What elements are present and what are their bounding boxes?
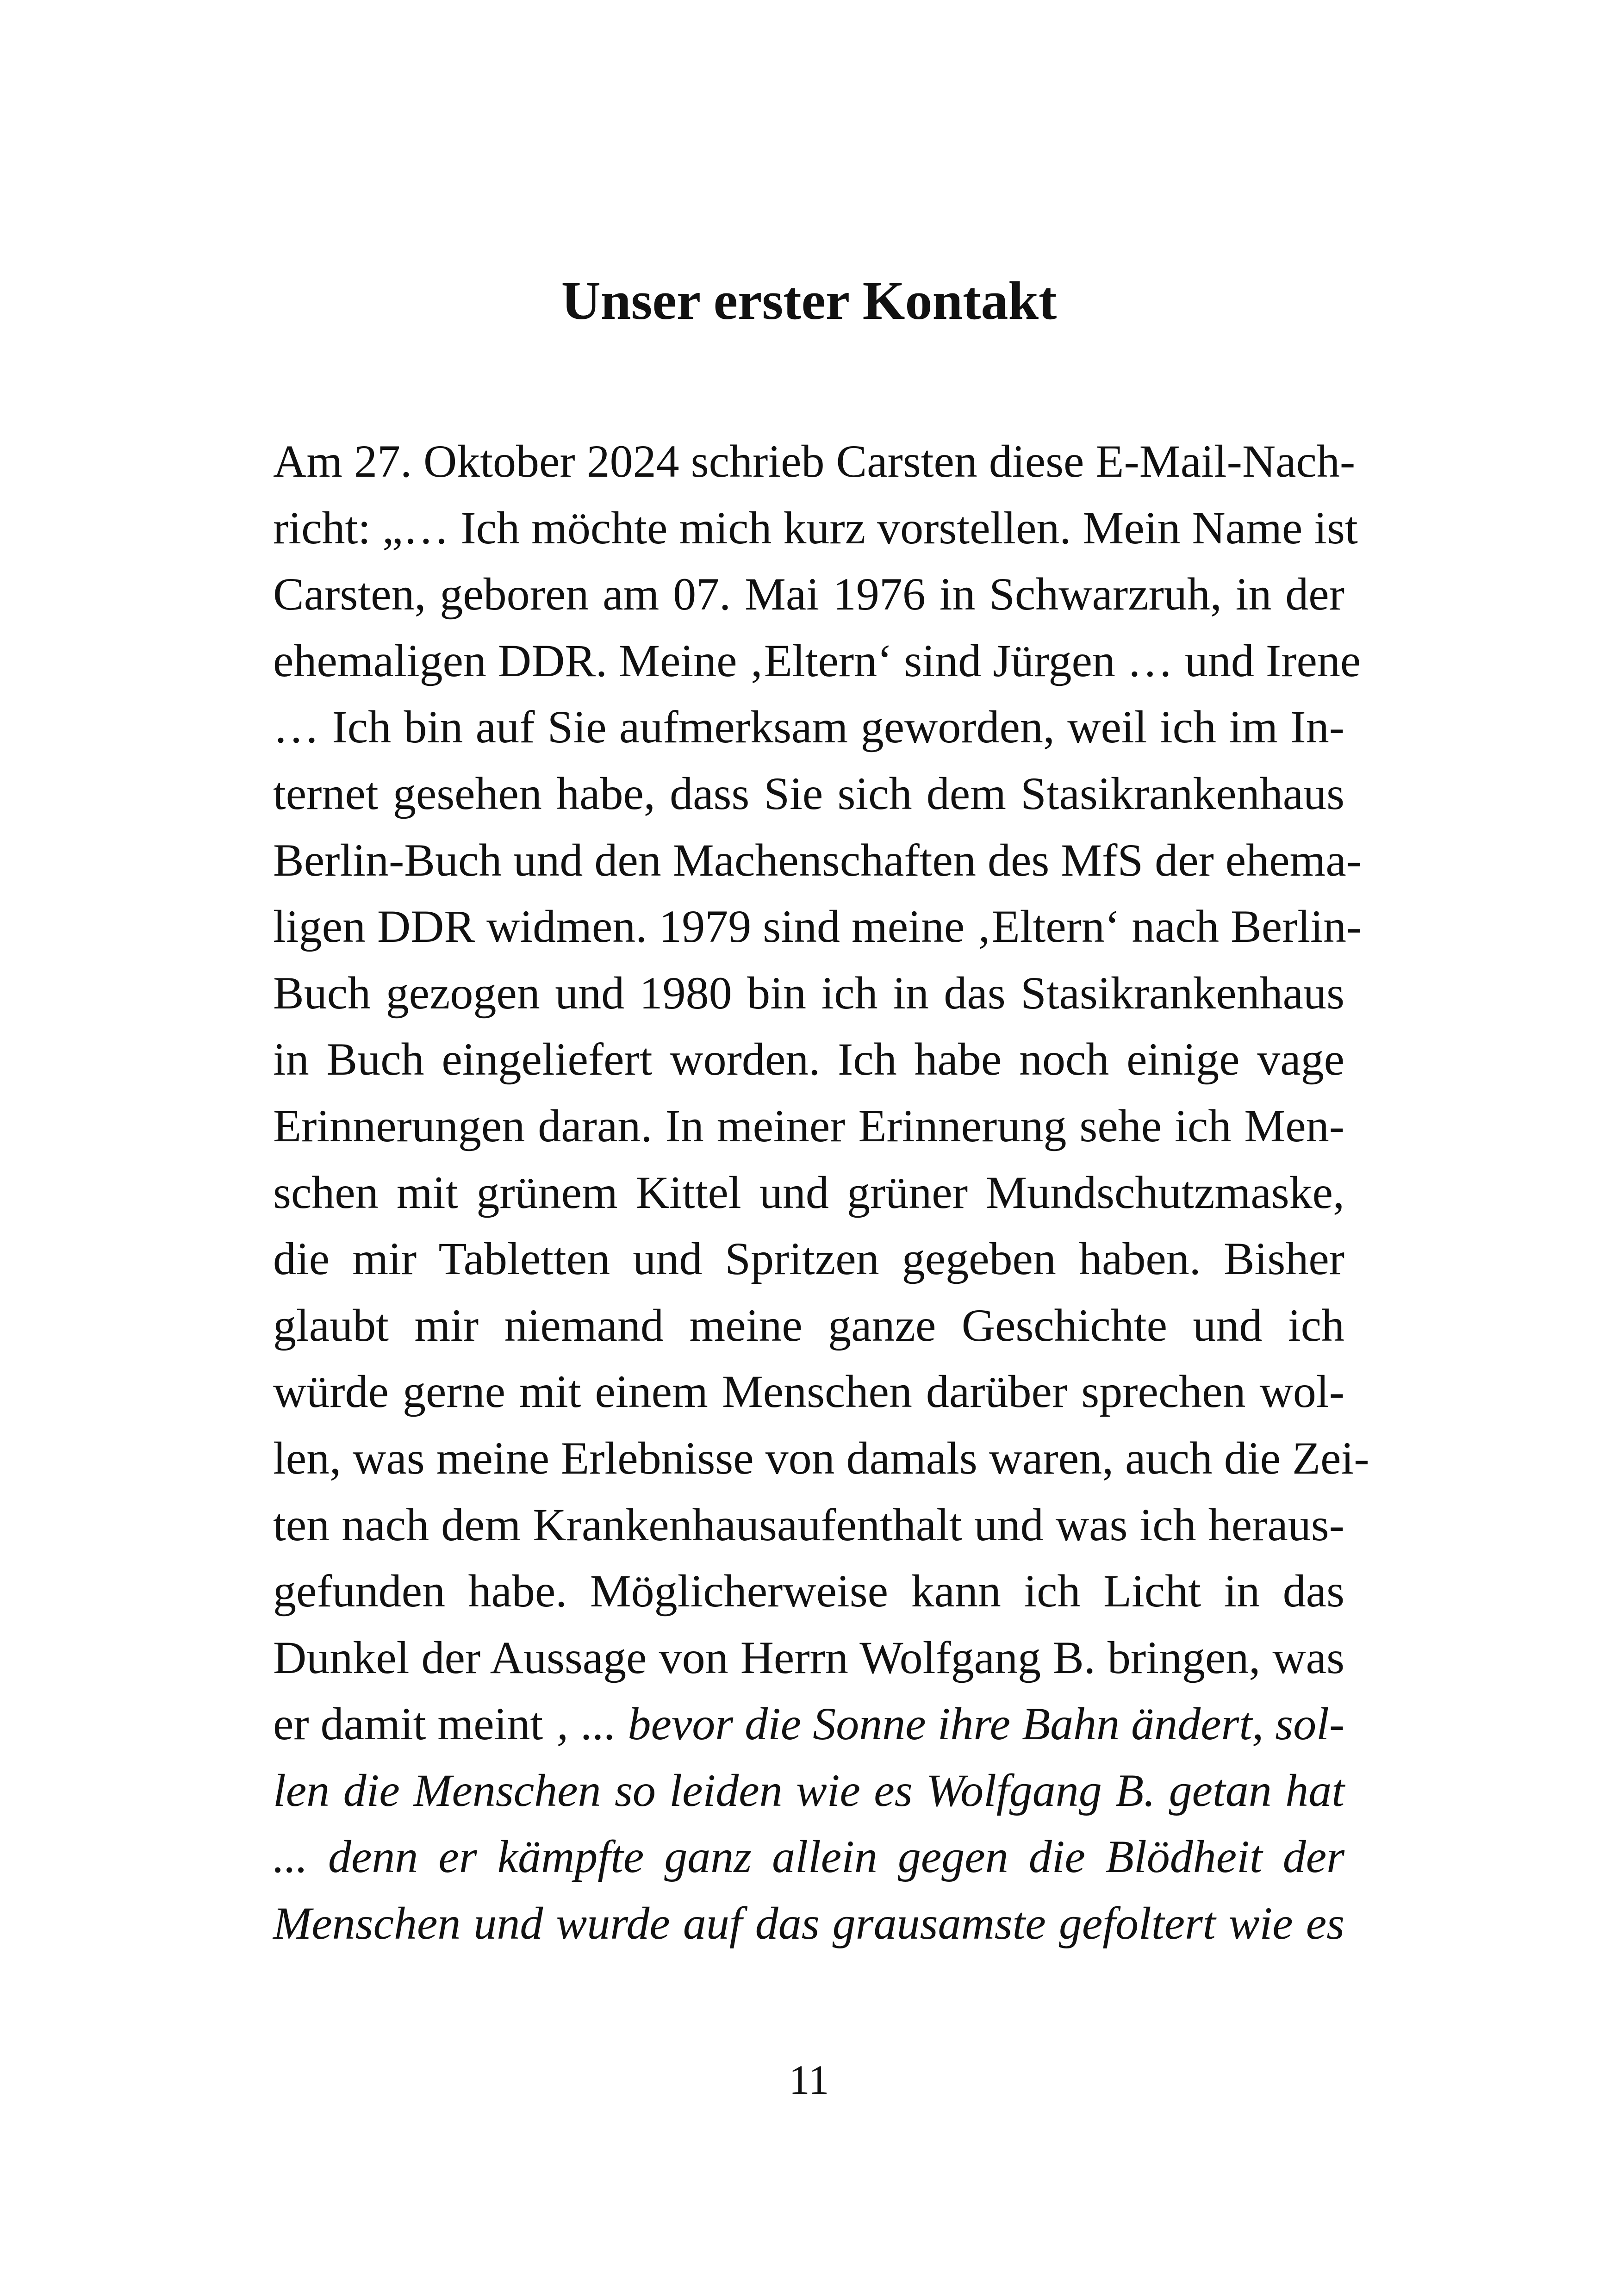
quote-line: len die Menschen so leiden wie es Wolfgang B. getan hat [273,1764,1344,1816]
quote-line: ... denn er kämpfte ganz allein gegen die Blödheit der [273,1831,1344,1883]
text-roman-segment: er damit meint [273,1698,555,1750]
text-line: Erinnerungen daran. In meiner Erinnerung sehe ich Men- [273,1100,1344,1151]
body-paragraph [273,428,1369,1957]
text-line: ligen DDR widmen. 1979 sind meine ‚Eltern‘ nach Berlin- [273,901,1362,952]
text-line: in Buch eingeliefert worden. Ich habe noch einige vage [273,1033,1344,1085]
text-line: die mir Tabletten und Spritzen gegeben haben. Bisher [273,1233,1344,1285]
text-line: … Ich bin auf Sie aufmerksam geworden, weil ich im In- [273,701,1344,753]
text-line: gefunden habe. Möglicherweise kann ich Licht in das [273,1565,1344,1617]
text-line: Am 27. Oktober 2024 schrieb Carsten diese E-Mail-Nach- [273,436,1356,487]
text-line: Berlin-Buch und den Machenschaften des MfS der ehema- [273,834,1362,886]
text-line: Carsten, geboren am 07. Mai 1976 in Schwarzruh, in der [273,568,1344,620]
text-line: len, was meine Erlebnisse von damals waren, auch die Zei- [273,1432,1369,1484]
text-line: ehemaligen DDR. Meine ‚Eltern‘ sind Jürgen … und Irene [273,635,1361,686]
text-line: ten nach dem Krankenhausaufenthalt und was ich heraus- [273,1499,1344,1550]
text-line: Buch gezogen und 1980 bin ich in das Stasikrankenhaus [273,967,1344,1019]
text-line: glaubt mir niemand meine ganze Geschichte und ich [273,1299,1344,1351]
text-line: schen mit grünem Kittel und grüner Mundschutzmaske, [273,1166,1344,1218]
quote-italic-segment: ‚ ... bevor die Sonne ihre Bahn ändert, sol- [554,1698,1345,1750]
page-number: 11 [789,2057,829,2103]
text-line-mixed [273,1691,1344,1757]
text-line: Dunkel der Aussage von Herrn Wolfgang B. bringen, was [273,1631,1344,1683]
text-line: ternet gesehen habe, dass Sie sich dem Stasikrankenhaus [273,767,1344,819]
chapter-title: Unser erster Kontakt [561,270,1057,331]
quote-line: Menschen und wurde auf das grausamste gefoltert wie es [273,1898,1344,1949]
text-line: würde gerne mit einem Menschen darüber sprechen wol- [273,1366,1344,1418]
text-line: richt: „… Ich möchte mich kurz vorstellen. Mein Name ist [273,502,1358,554]
